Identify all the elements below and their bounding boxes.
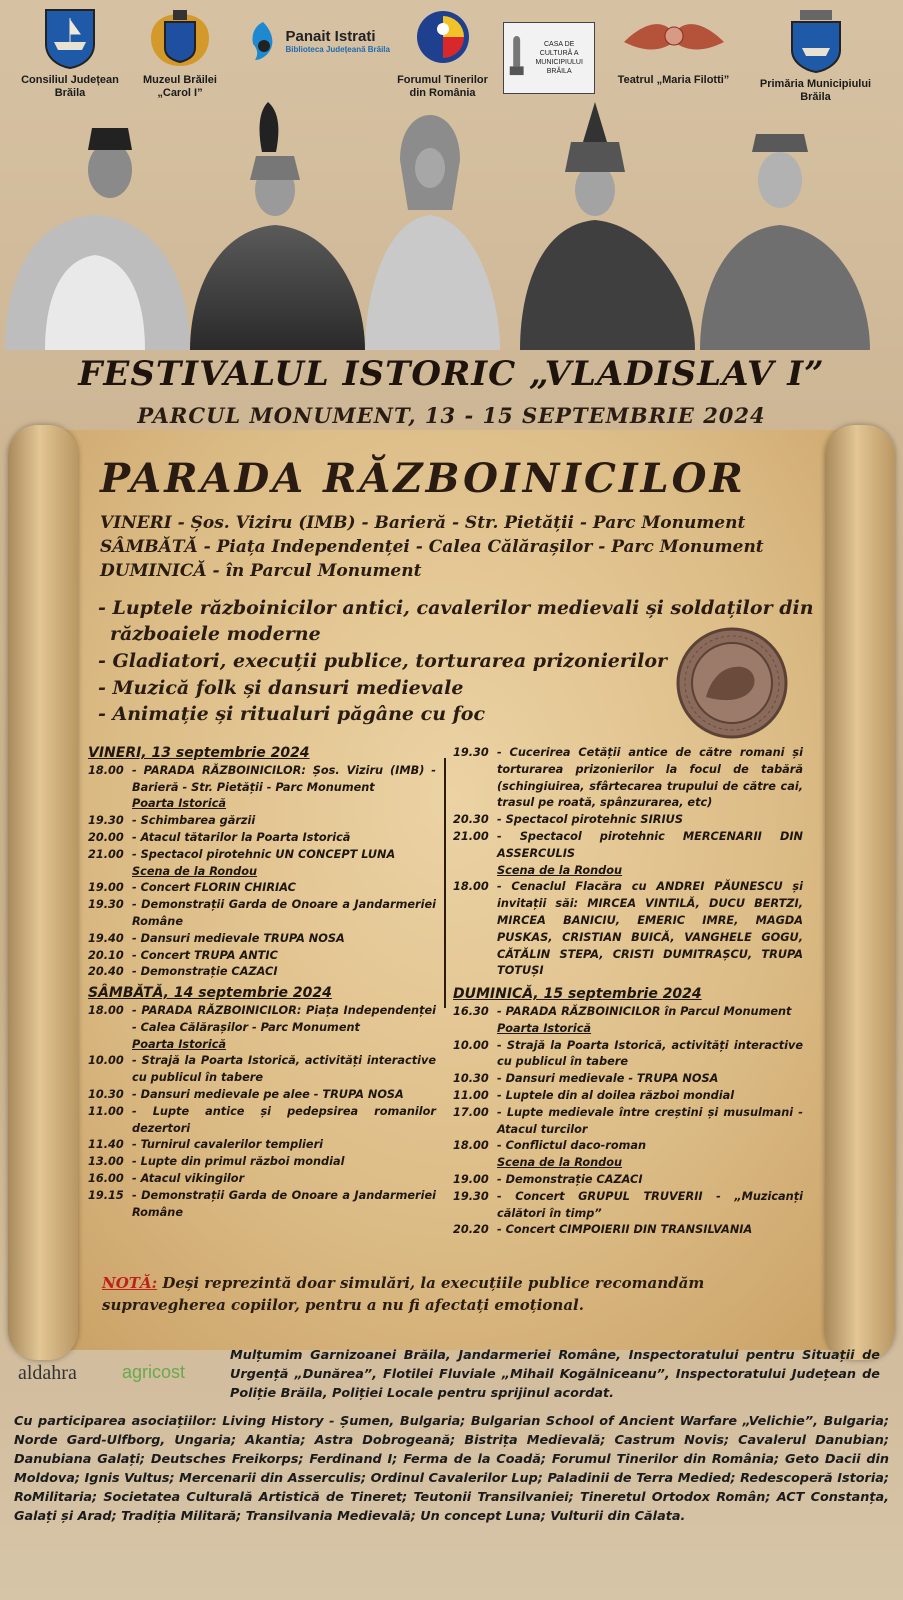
schedule-time: 10.30 [88,1087,124,1101]
schedule-text: - Concert GRUPUL TRUVERII - „Muzicanți călători în timp” [497,1189,803,1220]
note-text: Deși reprezintă doar simulări, la execuțiile publice recomandăm supravegherea copiilor, pentru a nu fi afectați emoțional. [102,1274,705,1314]
schedule-time: 19.00 [453,1172,489,1186]
schedule-item [88,964,436,981]
location-heading: Poarta Istorică [132,797,227,811]
logo-primaria-brailei: Primăria Municipiului Brăila [748,8,883,104]
schedule-time: 19.30 [88,814,124,828]
location-heading: Scena de la Rondou [497,1156,623,1170]
schedule-text: - PARADA RĂZBOINICILOR: Piața Independenței - Calea Călărașilor - Parc Monument [132,1003,436,1034]
logo-consiliul-judetean: Consiliul Județean Brăila [5,8,135,100]
location-heading: Scena de la Rondou [132,864,258,878]
schedule-item [88,1104,436,1138]
saturday-cont-list [453,745,803,980]
schedule-time: 18.00 [453,1139,489,1153]
schedule-time: 17.00 [453,1105,489,1119]
schedule-item [453,745,803,812]
schedule-item [88,847,436,864]
schedule-text: - Demonstrație CAZACI [132,965,278,979]
schedule-time: 21.00 [88,847,124,861]
saturday-list [88,1003,436,1221]
warrior-roman [190,102,365,350]
highlight-item: războaiele moderne [110,623,321,645]
scroll-roll-right [825,425,895,1360]
schedule-text: - Dansuri medievale - TRUPA NOSA [497,1072,719,1086]
location-heading: Poarta Istorică [497,1021,592,1035]
schedule-time: 19.30 [88,898,124,912]
schedule-item [88,931,436,948]
route-sunday: DUMINICĂ - în Parcul Monument [100,561,422,581]
highlight-item: - Luptele războinicilor antici, cavalerilor medievali și soldaților din [98,597,814,619]
schedule-item [453,1105,803,1139]
schedule-time: 16.00 [88,1171,124,1185]
schedule-text: - Lupte antice și pedepsirea romanilor dezertori [132,1104,436,1135]
logo-forumul-tinerilor: Forumul Tinerilor din România [385,8,500,100]
schedule-item [453,1088,803,1105]
note [102,1272,802,1316]
schedule-text: - Spectacol pirotehnic MERCENARII DIN ASSERCULIS [497,829,803,860]
route-friday: VINERI - Șos. Viziru (IMB) - Barieră - Str. Pietății - Parc Monument [100,513,746,533]
schedule-time: 19.30 [453,746,489,759]
logo-teatrul-maria-filotti: Teatrul „Maria Filotti” [606,8,741,87]
schedule-time: 19.15 [88,1188,124,1202]
schedule-time: 20.30 [453,813,489,827]
warriors-photo [0,100,903,350]
schedule-item [88,897,436,931]
schedule-item [88,1171,436,1188]
schedule-text: - Dansuri medievale pe alee - TRUPA NOSA [132,1087,404,1101]
schedule-time: 18.00 [88,763,124,777]
schedule-item [88,1188,436,1222]
schedule-item [453,829,803,863]
schedule-item [453,1071,803,1088]
route-saturday: SÂMBĂTĂ - Piața Independenței - Calea Călărașilor - Parc Monument [100,537,764,557]
schedule-text: - Turnirul cavalerilor templieri [132,1138,324,1152]
schedule-item [453,1189,803,1223]
logo-panait-istrati: Panait Istrati Biblioteca Județeană Brăila [245,8,390,66]
schedule-time: 11.40 [88,1138,124,1152]
warrior-fur [5,128,190,350]
county-crest-icon [44,8,96,70]
schedule-item [453,812,803,829]
schedule-item [88,1003,436,1037]
schedule-time: 20.20 [453,1223,489,1237]
schedule-text: - Schimbarea gărzii [132,814,256,828]
day-heading-friday: VINERI, 13 septembrie 2024 [88,745,310,761]
schedule-time: 21.00 [453,829,489,843]
schedule-time: 11.00 [88,1104,124,1118]
festival-title: FESTIVALUL ISTORIC „VLADISLAV I” [78,354,825,394]
warrior-soldier [700,134,870,350]
schedule-time: 10.30 [453,1072,489,1086]
schedule-time: 19.30 [453,1189,489,1203]
schedule-left-column [88,745,436,1221]
schedule-time: 20.10 [88,948,124,962]
schedule-item [88,813,436,830]
schedule-item [453,1172,803,1189]
sunday-list [453,1004,803,1239]
schedule-text: - PARADA RĂZBOINICILOR în Parcul Monument [497,1004,792,1018]
schedule-time: 19.00 [88,881,124,895]
schedule-item [88,830,436,847]
schedule-text: - Atacul tătarilor la Poarta Istorică [132,830,351,844]
friday-list [88,763,436,981]
schedule-text: - Demonstrație CAZACI [497,1172,643,1186]
schedule-text: - Lupte medievale între creștini și musulmani - Atacul turcilor [497,1105,803,1136]
thanks-text: Mulțumim Garnizoanei Brăila, Jandarmeriei Române, Inspectoratului pentru Situații de Urgență „Dunărea”, Flotilei Fluviale „Mihail Kogălniceanu”, Inspectoratului Județean de Poliție Brăila, Poliției Locale pentru sprijinul acordat. [230,1348,880,1401]
city-crest-icon [790,8,842,74]
seal-icon [676,627,788,739]
schedule-item [453,1004,803,1021]
museum-crest-icon [145,8,215,70]
schedule-text: - Cucerirea Cetății antice de către romani și torturarea prizonierilor la focul de tabără (schingiuirea, sfârtecarea trupului de către cai, trasul pe roată, spânzurarea, etc) [497,746,803,810]
schedule-text: - Luptele din al doilea război mondial [497,1088,735,1102]
schedule-text: - Spectacol pirotehnic SIRIUS [497,813,683,827]
schedule-time: 13.00 [88,1155,124,1169]
scroll-roll-left [8,425,78,1360]
schedule-text: - Demonstrații Garda de Onoare a Jandarmeriei Române [132,1188,436,1219]
youth-forum-icon [414,8,472,70]
festival-subtitle: PARCUL MONUMENT, 13 - 15 SEPTEMBRIE 2024 [137,403,766,428]
schedule-time: 11.00 [453,1088,489,1102]
highlight-item: - Gladiatori, execuții publice, torturarea prizonierilor [98,650,668,672]
schedule-item [88,1137,436,1154]
schedule-text: - Demonstrații Garda de Onoare a Jandarmeriei Române [132,898,436,928]
note-label: NOTĂ: [102,1274,158,1292]
schedule-time: 10.00 [453,1038,489,1052]
schedule-text: - Conflictul daco-roman [497,1139,647,1153]
schedule-item [453,1222,803,1239]
schedule-item [88,948,436,965]
location-heading: Poarta Istorică [132,1037,227,1051]
schedule-item [88,1087,436,1104]
highlight-item: - Animație și ritualuri păgâne cu foc [98,703,486,725]
schedule-item [88,880,436,897]
sponsor-aldahra: aldahra [18,1362,77,1384]
schedule-item [88,1154,436,1171]
schedule-item [453,879,803,980]
schedule-time: 10.00 [88,1054,124,1068]
schedule-text: - Spectacol pirotehnic UN CONCEPT LUNA [132,847,396,861]
theatre-ornament-icon [614,8,734,70]
schedule-item [88,1053,436,1087]
location-heading: Scena de la Rondou [497,863,623,877]
schedule-text: - Concert CIMPOIERII DIN TRANSILVANIA [497,1223,753,1237]
logo-muzeul-brailei: Muzeul Brăilei „Carol I” [130,8,230,100]
schedule-text: - Lupte din primul război mondial [132,1155,345,1169]
library-flame-icon [249,20,277,62]
schedule-item [453,1138,803,1155]
schedule-item [88,763,436,797]
sponsor-agricost: agricost [122,1362,186,1382]
statue-icon [508,32,525,80]
day-heading-saturday: SÂMBĂTĂ, 14 septembrie 2024 [88,985,332,1002]
schedule-text: - Strajă la Poarta Istorică, activități interactive cu publicul în tabere [497,1038,803,1069]
logo-casa-de-cultura: CASA DE CULTURĂ A MUNICIPIULUI BRĂILA [503,22,595,94]
schedule-text: - Concert FLORIN CHIRIAC [132,881,296,895]
schedule-time: 16.30 [453,1004,489,1018]
highlight-item: - Muzică folk și dansuri medievale [98,677,464,699]
schedule-time: 18.00 [453,880,489,894]
schedule-right-column [453,745,803,1239]
warrior-knight [365,115,500,350]
parade-title: PARADA RĂZBOINICILOR [100,455,746,502]
schedule-time: 18.00 [88,1003,124,1017]
schedule-text: - Atacul vikingilor [132,1171,245,1185]
column-divider [444,758,446,1008]
participants-text: Cu participarea asociațiilor: Living History - Șumen, Bulgaria; Bulgarian School of Ancient Warfare „Velichie”, Bulgaria; Norde Gard-Ulfborg, Ungaria; Akantia; Astra Dobrogeană; Bistrița Medievală; Castrum Novis; Cavalerul Danubian; Danubiana Galați; Deutsches Freikorps; Ferdinand I; Ferma de la Coadă; Forumul Tinerilor din România; Geto Dacii din Moldova; Ignis Vultus; Mercenarii din Asserculis; Ordinul Cavalerilor Lup; Paladinii de Terra Medied; Redescoperă Istoria; RoMilitaria; Societatea Culturală Artistică de Tineret; Teutonii Transilvaniei; Tineretul Ortodox Român; ACT Constanța, Galați și Arad; Tradiția Militară; Transilvania Medievală; Un concept Luna; Vulturii din Călata. [14,1414,889,1524]
schedule-text: - Concert TRUPA ANTIC [132,948,278,962]
day-heading-sunday: DUMINICĂ, 15 septembrie 2024 [453,986,702,1003]
schedule-text: - Cenaclul Flacăra cu ANDREI PĂUNESCU și invitații săi: MIRCEA VINTILĂ, DUCU BERTZI, MIRCEA BANICIU, EMERIC IMRE, MAGDA PUSKAS, CRISTIAN BUICĂ, VANGHELE GOGU, CĂTĂLIN STEPA, CRISTI DUMITRAȘCU, TRUPA TOTUȘI [497,880,803,978]
warrior-hussar [520,102,695,350]
schedule-text: - Strajă la Poarta Istorică, activități interactive cu publicul în tabere [132,1054,436,1085]
schedule-time: 20.00 [88,830,124,844]
schedule-time: 19.40 [88,931,124,945]
schedule-time: 20.40 [88,965,124,979]
schedule-item [453,1038,803,1072]
schedule-text: - PARADA RĂZBOINICILOR: Șos. Viziru (IMB) - Barieră - Str. Pietății - Parc Monument [132,763,436,794]
schedule-text: - Dansuri medievale TRUPA NOSA [132,931,345,945]
